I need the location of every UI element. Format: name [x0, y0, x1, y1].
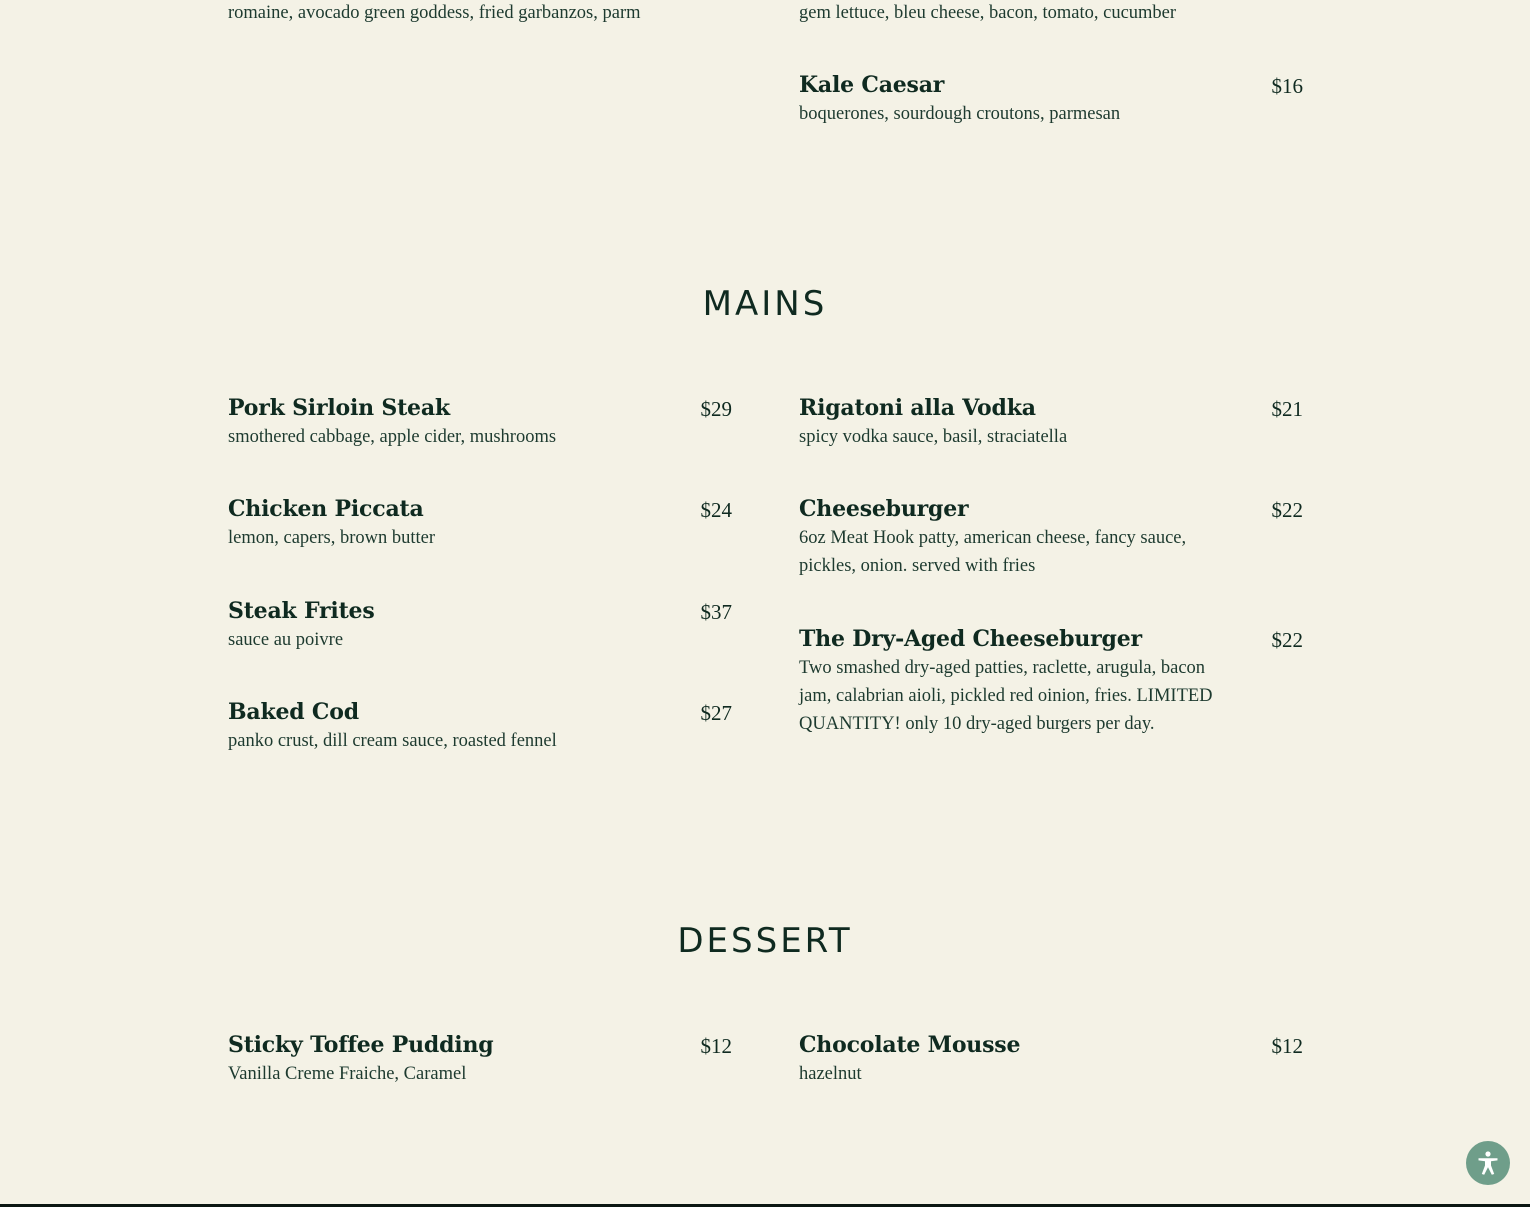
menu-item-salad-right — [799, 0, 1303, 27]
item-description: spicy vodka sauce, basil, straciatella — [799, 427, 1068, 447]
section-title-dessert: DESSERT — [677, 921, 853, 961]
item-price: $16 — [1271, 74, 1303, 98]
item-description: gem lettuce, bleu cheese, bacon, tomato, cucumber — [799, 3, 1177, 23]
menu-item-salad-left — [228, 0, 732, 27]
item-name: Kale Caesar — [799, 72, 945, 98]
item-price: $24 — [700, 498, 732, 522]
menu-item — [228, 697, 732, 755]
item-price: $22 — [1271, 628, 1303, 652]
accessibility-icon — [1474, 1149, 1502, 1177]
item-name: Baked Cod — [228, 699, 359, 725]
item-description: Vanilla Creme Fraiche, Caramel — [228, 1064, 467, 1084]
item-description: smothered cabbage, apple cider, mushrooms — [228, 427, 557, 447]
section-title-mains: MAINS — [702, 284, 828, 324]
item-name: Pork Sirloin Steak — [228, 395, 450, 421]
item-name: Rigatoni alla Vodka — [799, 395, 1036, 421]
menu-item-kale-caesar — [799, 70, 1303, 128]
menu-item — [799, 393, 1303, 451]
item-price: $21 — [1271, 397, 1303, 421]
item-description: romaine, avocado green goddess, fried garbanzos, parm — [228, 3, 641, 23]
item-price: $12 — [1271, 1034, 1303, 1058]
item-name: Cheeseburger — [799, 496, 969, 522]
menu-item — [228, 494, 732, 552]
menu-item — [228, 596, 732, 654]
item-description: Two smashed dry-aged patties, raclette, arugula, bacon jam, calabrian aioli, pickled red oinion, fries. LIMITED QUANTITY! only 10 dry-aged burgers per day. — [799, 658, 1213, 734]
item-description: lemon, capers, brown butter — [228, 528, 436, 548]
menu-item — [228, 1030, 732, 1088]
item-price: $37 — [700, 600, 732, 624]
item-name: Chicken Piccata — [228, 496, 424, 522]
item-description: boquerones, sourdough croutons, parmesan — [799, 104, 1121, 124]
item-name: The Dry-Aged Cheeseburger — [799, 626, 1142, 652]
item-price: $22 — [1271, 498, 1303, 522]
item-name: Chocolate Mousse — [799, 1032, 1021, 1058]
item-price: $27 — [700, 701, 732, 725]
menu-item — [799, 494, 1303, 580]
item-name: Steak Frites — [228, 598, 375, 624]
menu-item — [799, 1030, 1303, 1088]
menu-item — [799, 624, 1303, 738]
item-description: sauce au poivre — [228, 630, 344, 650]
item-description: panko crust, dill cream sauce, roasted fennel — [228, 731, 557, 751]
item-price: $29 — [700, 397, 732, 421]
item-description: 6oz Meat Hook patty, american cheese, fancy sauce, pickles, onion. served with fries — [799, 528, 1187, 576]
item-name: Sticky Toffee Pudding — [228, 1032, 494, 1058]
item-description: hazelnut — [799, 1064, 862, 1084]
accessibility-button[interactable] — [1466, 1141, 1510, 1185]
item-price: $12 — [700, 1034, 732, 1058]
menu-item — [228, 393, 732, 451]
